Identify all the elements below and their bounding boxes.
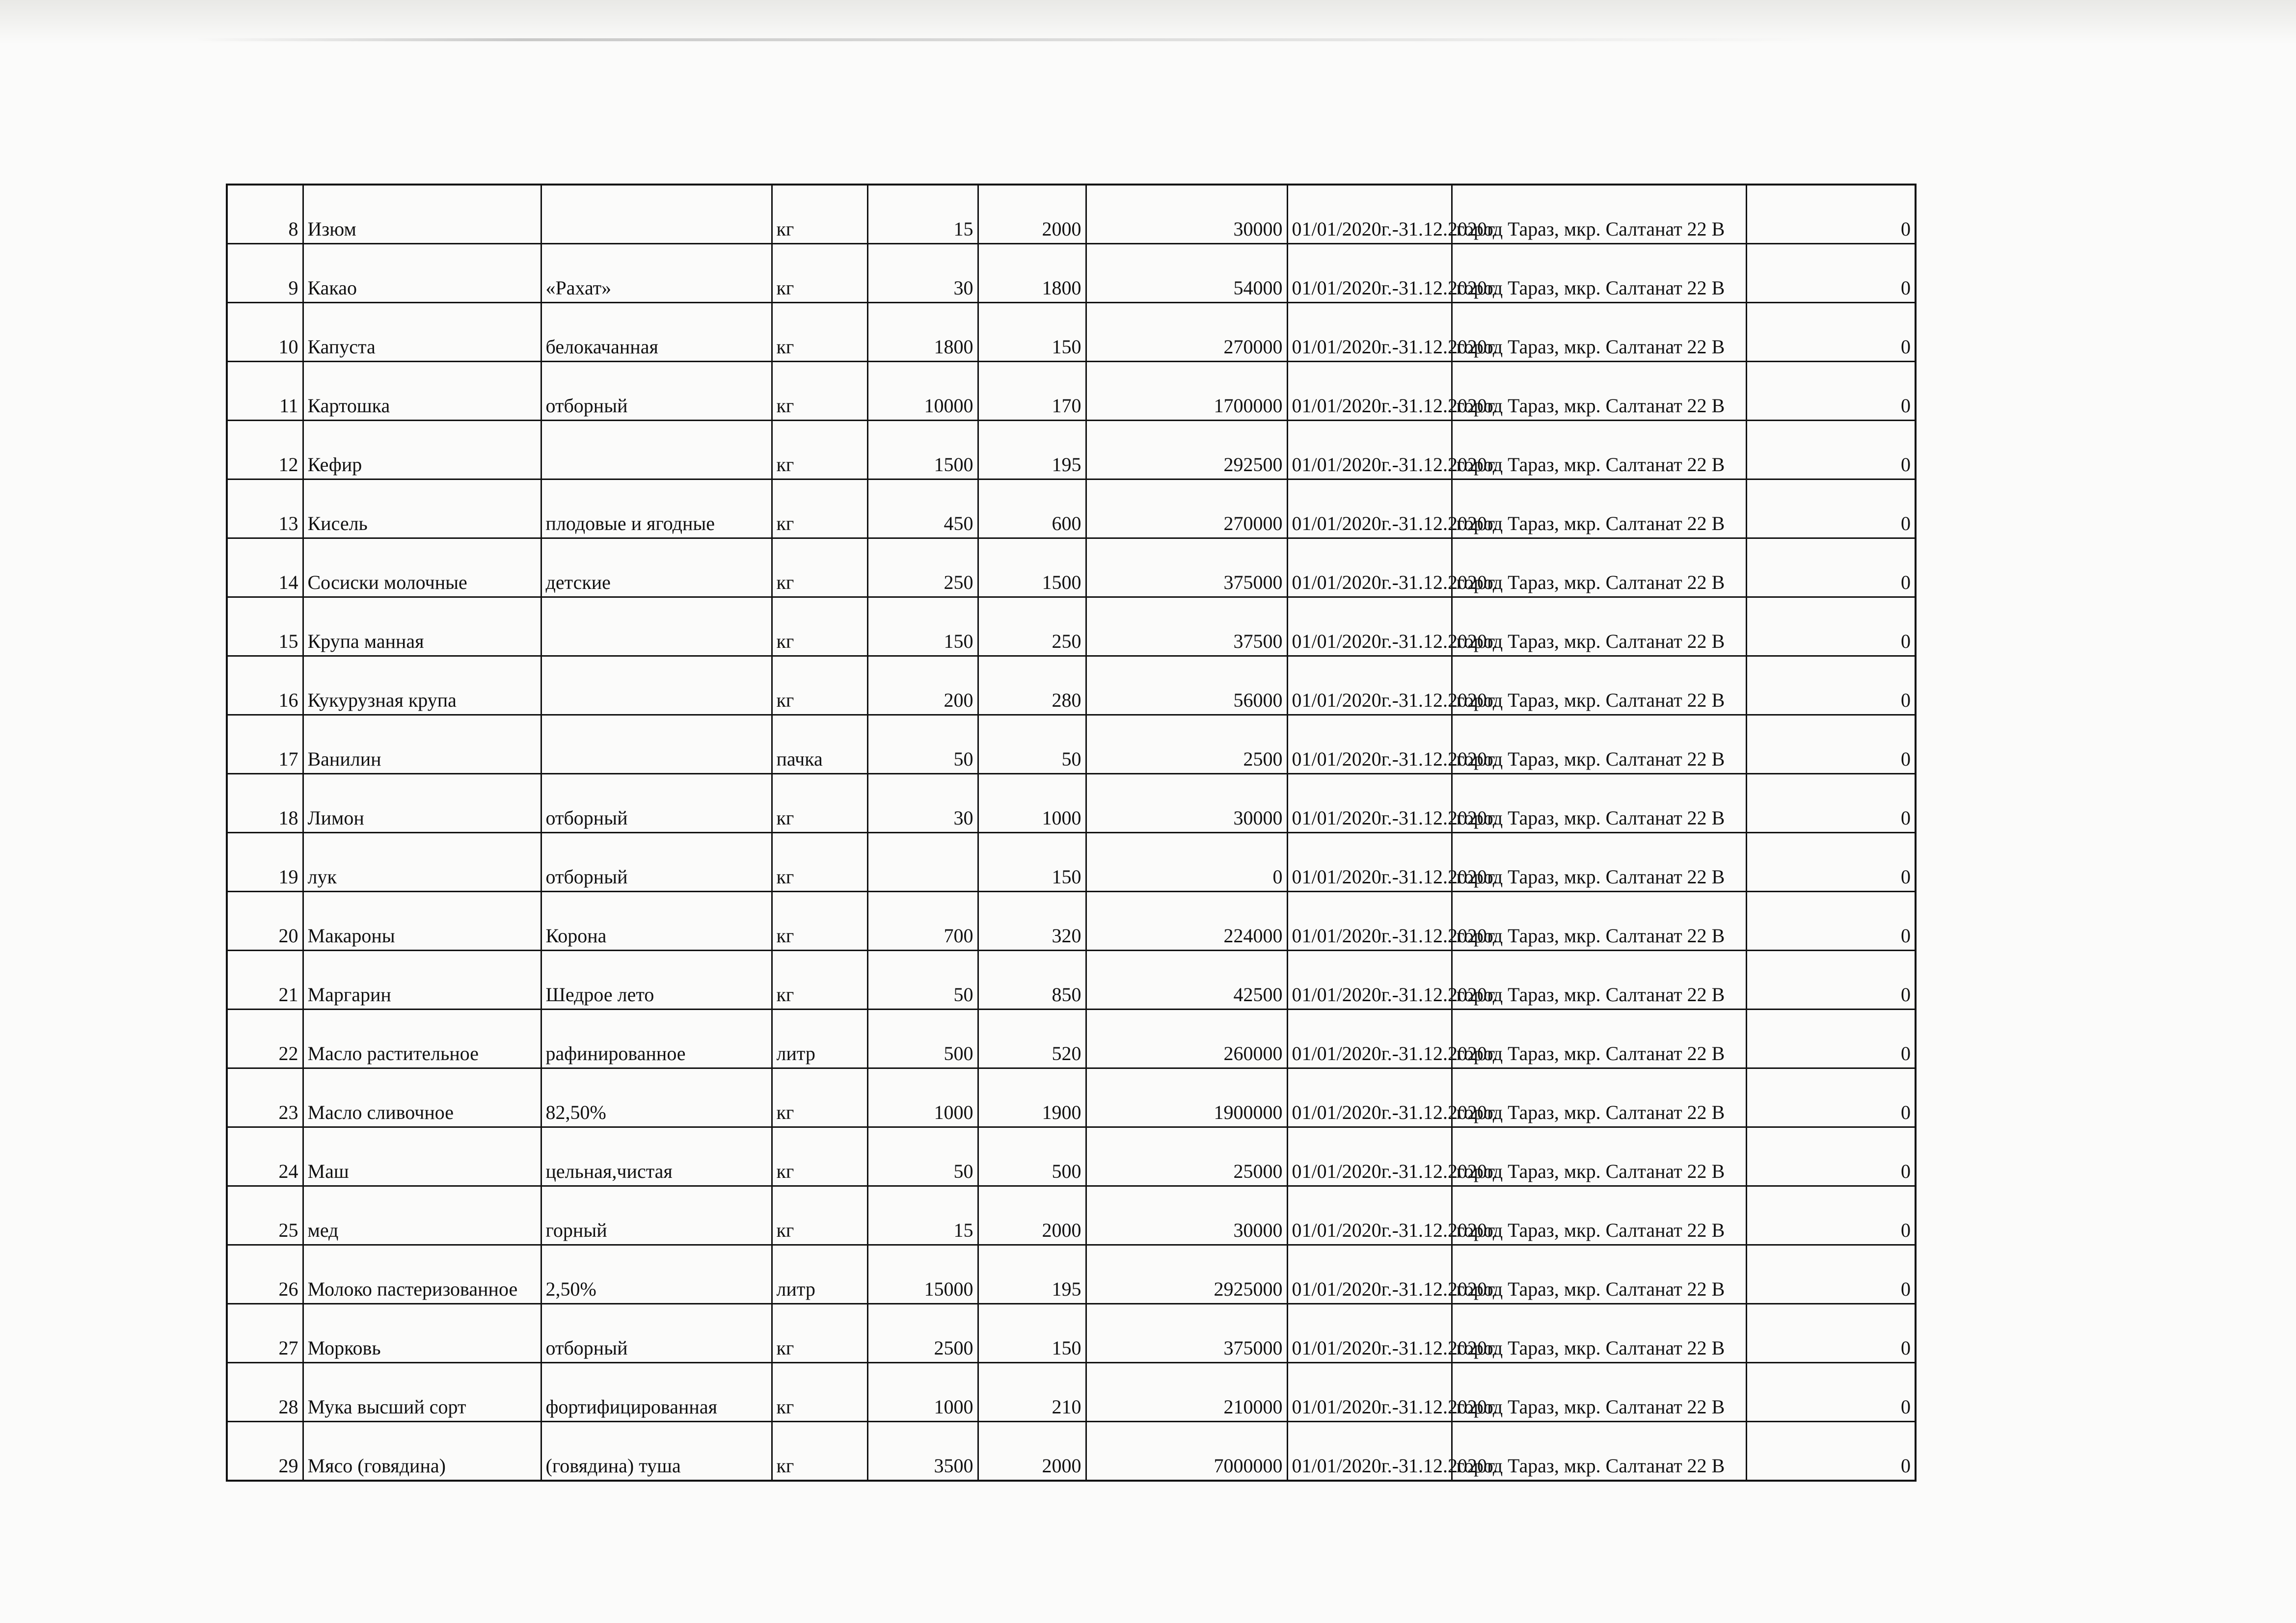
sum-cell: 56000: [1086, 656, 1287, 715]
price-cell: 170: [978, 362, 1086, 421]
unit-cell: кг: [772, 833, 867, 892]
unit-cell: кг: [772, 244, 867, 303]
period-cell: 01/01/2020г.-31.12.2020г.: [1287, 1010, 1452, 1068]
product-name-cell: Крупа манная: [303, 597, 541, 656]
quantity-cell: 50: [867, 951, 978, 1010]
row-number-cell: 10: [227, 303, 303, 362]
product-spec-cell: отборный: [541, 774, 772, 833]
period-cell: 01/01/2020г.-31.12.2020г.: [1287, 715, 1452, 774]
sum-cell: 30000: [1086, 1186, 1287, 1245]
period-cell: 01/01/2020г.-31.12.2020г.: [1287, 597, 1452, 656]
row-number-cell: 27: [227, 1304, 303, 1363]
row-number-cell: 24: [227, 1127, 303, 1186]
row-number-cell: 18: [227, 774, 303, 833]
row-number-cell: 26: [227, 1245, 303, 1304]
extra-value-cell: 0: [1746, 185, 1916, 244]
product-spec-cell: горный: [541, 1186, 772, 1245]
quantity-cell: 10000: [867, 362, 978, 421]
row-number-cell: 16: [227, 656, 303, 715]
quantity-cell: 1000: [867, 1363, 978, 1422]
price-cell: 520: [978, 1010, 1086, 1068]
period-cell: 01/01/2020г.-31.12.2020г.: [1287, 892, 1452, 951]
extra-value-cell: 0: [1746, 1422, 1916, 1481]
sum-cell: 1700000: [1086, 362, 1287, 421]
quantity-cell: 200: [867, 656, 978, 715]
procurement-table: [226, 184, 1917, 1482]
delivery-place-cell: город Тараз, мкр. Салтанат 22 В: [1452, 774, 1746, 833]
delivery-place-cell: город Тараз, мкр. Салтанат 22 В: [1452, 656, 1746, 715]
product-spec-cell: [541, 421, 772, 479]
sum-cell: 270000: [1086, 479, 1287, 538]
extra-value-cell: 0: [1746, 362, 1916, 421]
table-row: [227, 774, 1916, 833]
product-name-cell: Мясо (говядина): [303, 1422, 541, 1481]
table-row: [227, 656, 1916, 715]
quantity-cell: 700: [867, 892, 978, 951]
table-row: [227, 833, 1916, 892]
row-number-cell: 25: [227, 1186, 303, 1245]
product-spec-cell: фортифицированная: [541, 1363, 772, 1422]
product-spec-cell: Шедрое лето: [541, 951, 772, 1010]
extra-value-cell: 0: [1746, 1304, 1916, 1363]
product-spec-cell: отборный: [541, 1304, 772, 1363]
period-cell: 01/01/2020г.-31.12.2020г.: [1287, 303, 1452, 362]
product-name-cell: Лимон: [303, 774, 541, 833]
unit-cell: кг: [772, 774, 867, 833]
extra-value-cell: 0: [1746, 1068, 1916, 1127]
quantity-cell: 15: [867, 185, 978, 244]
extra-value-cell: 0: [1746, 892, 1916, 951]
row-number-cell: 19: [227, 833, 303, 892]
price-cell: 280: [978, 656, 1086, 715]
product-spec-cell: белокачанная: [541, 303, 772, 362]
row-number-cell: 15: [227, 597, 303, 656]
price-cell: 2000: [978, 185, 1086, 244]
price-cell: 2000: [978, 1422, 1086, 1481]
sum-cell: 42500: [1086, 951, 1287, 1010]
row-number-cell: 8: [227, 185, 303, 244]
delivery-place-cell: город Тараз, мкр. Салтанат 22 В: [1452, 1186, 1746, 1245]
product-spec-cell: [541, 185, 772, 244]
delivery-place-cell: город Тараз, мкр. Салтанат 22 В: [1452, 538, 1746, 597]
quantity-cell: 2500: [867, 1304, 978, 1363]
price-cell: 600: [978, 479, 1086, 538]
quantity-cell: [867, 833, 978, 892]
product-spec-cell: [541, 656, 772, 715]
delivery-place-cell: город Тараз, мкр. Салтанат 22 В: [1452, 597, 1746, 656]
period-cell: 01/01/2020г.-31.12.2020г.: [1287, 833, 1452, 892]
quantity-cell: 1500: [867, 421, 978, 479]
scan-edge-mark: [196, 38, 1816, 41]
table-row: [227, 1186, 1916, 1245]
quantity-cell: 15000: [867, 1245, 978, 1304]
unit-cell: литр: [772, 1245, 867, 1304]
table-row: [227, 1127, 1916, 1186]
period-cell: 01/01/2020г.-31.12.2020г.: [1287, 1186, 1452, 1245]
table-row: [227, 538, 1916, 597]
extra-value-cell: 0: [1746, 1010, 1916, 1068]
sum-cell: 270000: [1086, 303, 1287, 362]
price-cell: 320: [978, 892, 1086, 951]
quantity-cell: 50: [867, 715, 978, 774]
period-cell: 01/01/2020г.-31.12.2020г.: [1287, 362, 1452, 421]
sum-cell: 7000000: [1086, 1422, 1287, 1481]
product-name-cell: Маш: [303, 1127, 541, 1186]
unit-cell: литр: [772, 1010, 867, 1068]
quantity-cell: 3500: [867, 1422, 978, 1481]
price-cell: 1000: [978, 774, 1086, 833]
delivery-place-cell: город Тараз, мкр. Салтанат 22 В: [1452, 421, 1746, 479]
product-name-cell: Мука высший сорт: [303, 1363, 541, 1422]
table-row: [227, 303, 1916, 362]
extra-value-cell: 0: [1746, 1363, 1916, 1422]
product-name-cell: Ванилин: [303, 715, 541, 774]
delivery-place-cell: город Тараз, мкр. Салтанат 22 В: [1452, 303, 1746, 362]
extra-value-cell: 0: [1746, 421, 1916, 479]
table-row: [227, 421, 1916, 479]
extra-value-cell: 0: [1746, 833, 1916, 892]
price-cell: 210: [978, 1363, 1086, 1422]
unit-cell: кг: [772, 185, 867, 244]
quantity-cell: 450: [867, 479, 978, 538]
row-number-cell: 23: [227, 1068, 303, 1127]
period-cell: 01/01/2020г.-31.12.2020г.: [1287, 1363, 1452, 1422]
period-cell: 01/01/2020г.-31.12.2020г.: [1287, 774, 1452, 833]
product-spec-cell: рафинированное: [541, 1010, 772, 1068]
product-spec-cell: плодовые и ягодные: [541, 479, 772, 538]
sum-cell: 1900000: [1086, 1068, 1287, 1127]
period-cell: 01/01/2020г.-31.12.2020г.: [1287, 185, 1452, 244]
price-cell: 150: [978, 1304, 1086, 1363]
product-name-cell: Кефир: [303, 421, 541, 479]
extra-value-cell: 0: [1746, 479, 1916, 538]
product-spec-cell: детские: [541, 538, 772, 597]
table-row: [227, 597, 1916, 656]
product-name-cell: лук: [303, 833, 541, 892]
extra-value-cell: 0: [1746, 538, 1916, 597]
period-cell: 01/01/2020г.-31.12.2020г.: [1287, 244, 1452, 303]
product-name-cell: Молоко пастеризованное: [303, 1245, 541, 1304]
quantity-cell: 30: [867, 774, 978, 833]
row-number-cell: 11: [227, 362, 303, 421]
sum-cell: 210000: [1086, 1363, 1287, 1422]
period-cell: 01/01/2020г.-31.12.2020г.: [1287, 421, 1452, 479]
price-cell: 850: [978, 951, 1086, 1010]
extra-value-cell: 0: [1746, 597, 1916, 656]
table-row: [227, 892, 1916, 951]
delivery-place-cell: город Тараз, мкр. Салтанат 22 В: [1452, 1245, 1746, 1304]
quantity-cell: 50: [867, 1127, 978, 1186]
row-number-cell: 28: [227, 1363, 303, 1422]
product-name-cell: Маргарин: [303, 951, 541, 1010]
price-cell: 150: [978, 833, 1086, 892]
unit-cell: кг: [772, 1068, 867, 1127]
period-cell: 01/01/2020г.-31.12.2020г.: [1287, 656, 1452, 715]
unit-cell: кг: [772, 892, 867, 951]
unit-cell: пачка: [772, 715, 867, 774]
quantity-cell: 250: [867, 538, 978, 597]
delivery-place-cell: город Тараз, мкр. Салтанат 22 В: [1452, 715, 1746, 774]
delivery-place-cell: город Тараз, мкр. Салтанат 22 В: [1452, 1068, 1746, 1127]
sum-cell: 2925000: [1086, 1245, 1287, 1304]
product-name-cell: Макароны: [303, 892, 541, 951]
product-spec-cell: (говядина) туша: [541, 1422, 772, 1481]
unit-cell: кг: [772, 1186, 867, 1245]
extra-value-cell: 0: [1746, 774, 1916, 833]
product-spec-cell: «Рахат»: [541, 244, 772, 303]
product-spec-cell: цельная,чистая: [541, 1127, 772, 1186]
table-row: [227, 1304, 1916, 1363]
sum-cell: 25000: [1086, 1127, 1287, 1186]
delivery-place-cell: город Тараз, мкр. Салтанат 22 В: [1452, 479, 1746, 538]
price-cell: 1900: [978, 1068, 1086, 1127]
scan-top-shadow: [0, 0, 2296, 44]
product-name-cell: Какао: [303, 244, 541, 303]
product-name-cell: Кукурузная крупа: [303, 656, 541, 715]
delivery-place-cell: город Тараз, мкр. Салтанат 22 В: [1452, 1363, 1746, 1422]
table-row: [227, 951, 1916, 1010]
table-row: [227, 479, 1916, 538]
delivery-place-cell: город Тараз, мкр. Салтанат 22 В: [1452, 1422, 1746, 1481]
unit-cell: кг: [772, 303, 867, 362]
sum-cell: 260000: [1086, 1010, 1287, 1068]
row-number-cell: 17: [227, 715, 303, 774]
sum-cell: 375000: [1086, 538, 1287, 597]
unit-cell: кг: [772, 1422, 867, 1481]
unit-cell: кг: [772, 951, 867, 1010]
price-cell: 250: [978, 597, 1086, 656]
delivery-place-cell: город Тараз, мкр. Салтанат 22 В: [1452, 362, 1746, 421]
row-number-cell: 20: [227, 892, 303, 951]
unit-cell: кг: [772, 597, 867, 656]
price-cell: 195: [978, 421, 1086, 479]
product-name-cell: мед: [303, 1186, 541, 1245]
quantity-cell: 150: [867, 597, 978, 656]
quantity-cell: 500: [867, 1010, 978, 1068]
sum-cell: 30000: [1086, 774, 1287, 833]
extra-value-cell: 0: [1746, 715, 1916, 774]
quantity-cell: 15: [867, 1186, 978, 1245]
product-name-cell: Капуста: [303, 303, 541, 362]
extra-value-cell: 0: [1746, 656, 1916, 715]
unit-cell: кг: [772, 1363, 867, 1422]
row-number-cell: 22: [227, 1010, 303, 1068]
table-row: [227, 715, 1916, 774]
product-name-cell: Кисель: [303, 479, 541, 538]
row-number-cell: 29: [227, 1422, 303, 1481]
unit-cell: кг: [772, 538, 867, 597]
unit-cell: кг: [772, 421, 867, 479]
table-row: [227, 185, 1916, 244]
row-number-cell: 9: [227, 244, 303, 303]
extra-value-cell: 0: [1746, 244, 1916, 303]
product-spec-cell: Корона: [541, 892, 772, 951]
table-body: [227, 185, 1916, 1481]
product-name-cell: Картошка: [303, 362, 541, 421]
sum-cell: 0: [1086, 833, 1287, 892]
period-cell: 01/01/2020г.-31.12.2020г.: [1287, 1304, 1452, 1363]
delivery-place-cell: город Тараз, мкр. Салтанат 22 В: [1452, 185, 1746, 244]
unit-cell: кг: [772, 656, 867, 715]
table-row: [227, 1363, 1916, 1422]
table-row: [227, 1068, 1916, 1127]
delivery-place-cell: город Тараз, мкр. Салтанат 22 В: [1452, 1127, 1746, 1186]
period-cell: 01/01/2020г.-31.12.2020г.: [1287, 1127, 1452, 1186]
price-cell: 50: [978, 715, 1086, 774]
period-cell: 01/01/2020г.-31.12.2020г.: [1287, 1068, 1452, 1127]
product-spec-cell: 2,50%: [541, 1245, 772, 1304]
extra-value-cell: 0: [1746, 303, 1916, 362]
period-cell: 01/01/2020г.-31.12.2020г.: [1287, 538, 1452, 597]
delivery-place-cell: город Тараз, мкр. Салтанат 22 В: [1452, 1010, 1746, 1068]
sum-cell: 224000: [1086, 892, 1287, 951]
product-name-cell: Масло сливочное: [303, 1068, 541, 1127]
price-cell: 150: [978, 303, 1086, 362]
sum-cell: 292500: [1086, 421, 1287, 479]
period-cell: 01/01/2020г.-31.12.2020г.: [1287, 951, 1452, 1010]
product-spec-cell: [541, 597, 772, 656]
product-spec-cell: 82,50%: [541, 1068, 772, 1127]
period-cell: 01/01/2020г.-31.12.2020г.: [1287, 1245, 1452, 1304]
quantity-cell: 1800: [867, 303, 978, 362]
extra-value-cell: 0: [1746, 1186, 1916, 1245]
extra-value-cell: 0: [1746, 1127, 1916, 1186]
row-number-cell: 21: [227, 951, 303, 1010]
unit-cell: кг: [772, 1127, 867, 1186]
delivery-place-cell: город Тараз, мкр. Салтанат 22 В: [1452, 892, 1746, 951]
sum-cell: 375000: [1086, 1304, 1287, 1363]
product-name-cell: Масло растительное: [303, 1010, 541, 1068]
sum-cell: 54000: [1086, 244, 1287, 303]
table-row: [227, 362, 1916, 421]
extra-value-cell: 0: [1746, 1245, 1916, 1304]
unit-cell: кг: [772, 1304, 867, 1363]
price-cell: 195: [978, 1245, 1086, 1304]
quantity-cell: 30: [867, 244, 978, 303]
product-spec-cell: [541, 715, 772, 774]
product-spec-cell: отборный: [541, 362, 772, 421]
period-cell: 01/01/2020г.-31.12.2020г.: [1287, 479, 1452, 538]
unit-cell: кг: [772, 362, 867, 421]
sum-cell: 37500: [1086, 597, 1287, 656]
row-number-cell: 12: [227, 421, 303, 479]
table-row: [227, 1422, 1916, 1481]
period-cell: 01/01/2020г.-31.12.2020г.: [1287, 1422, 1452, 1481]
delivery-place-cell: город Тараз, мкр. Салтанат 22 В: [1452, 833, 1746, 892]
delivery-place-cell: город Тараз, мкр. Салтанат 22 В: [1452, 951, 1746, 1010]
table-row: [227, 1010, 1916, 1068]
quantity-cell: 1000: [867, 1068, 978, 1127]
sum-cell: 30000: [1086, 185, 1287, 244]
delivery-place-cell: город Тараз, мкр. Салтанат 22 В: [1452, 244, 1746, 303]
price-cell: 2000: [978, 1186, 1086, 1245]
table-row: [227, 244, 1916, 303]
row-number-cell: 13: [227, 479, 303, 538]
price-cell: 1500: [978, 538, 1086, 597]
product-name-cell: Изюм: [303, 185, 541, 244]
price-cell: 500: [978, 1127, 1086, 1186]
table-row: [227, 1245, 1916, 1304]
sum-cell: 2500: [1086, 715, 1287, 774]
product-spec-cell: отборный: [541, 833, 772, 892]
product-name-cell: Морковь: [303, 1304, 541, 1363]
price-cell: 1800: [978, 244, 1086, 303]
unit-cell: кг: [772, 479, 867, 538]
row-number-cell: 14: [227, 538, 303, 597]
product-name-cell: Сосиски молочные: [303, 538, 541, 597]
delivery-place-cell: город Тараз, мкр. Салтанат 22 В: [1452, 1304, 1746, 1363]
extra-value-cell: 0: [1746, 951, 1916, 1010]
